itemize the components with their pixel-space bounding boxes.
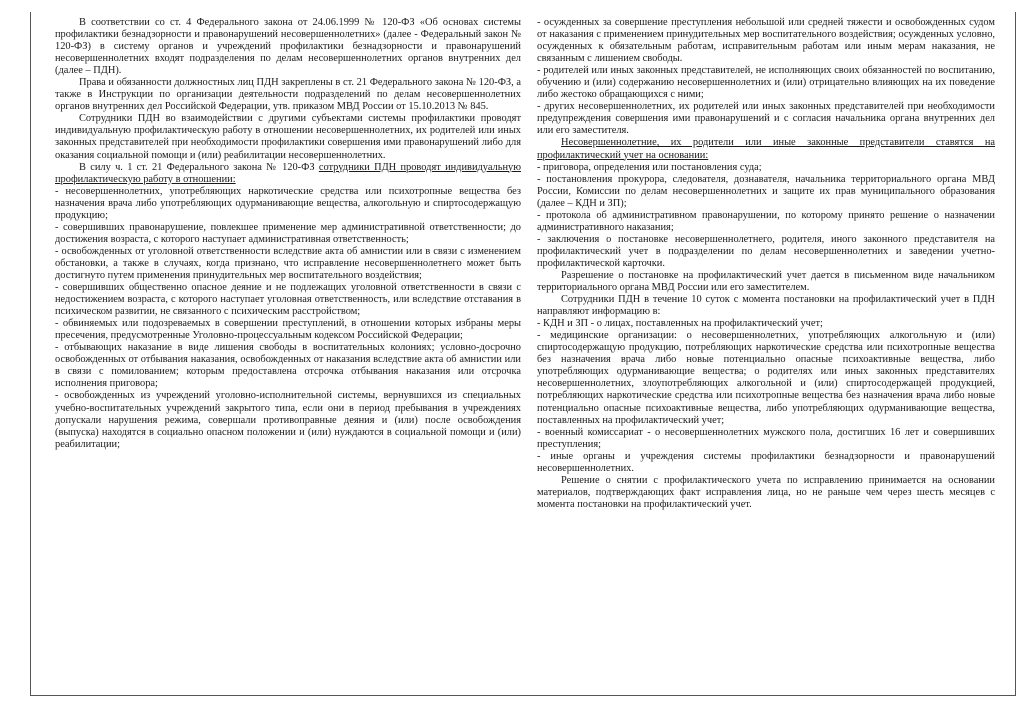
page-frame — [30, 12, 1016, 696]
underlined-heading: Несовершеннолетние, их родители или иные законные представители ставятся на профилактический учет на основании: — [537, 137, 995, 161]
underlined-heading: сотрудники ПДН проводят индивидуальную профилактическую работу в отношении: — [55, 161, 521, 185]
paragraph — [55, 162, 521, 186]
list-item: - постановления прокурора, следователя, дознавателя, начальника территориального органа МВД России, Комиссии по делам несовершеннолетних и защите их прав муниципального образования (далее – КДН и ЗП); — [537, 173, 995, 209]
paragraph: Сотрудники ПДН во взаимодействии с другими субъектами системы профилактики проводят индивидуальную профилактическую работу в отношении несовершеннолетних, их родителей или иных законных представителей при необходимости профилактики совершения ими правонарушений либо для оказания социальной помощи и (или) реабилитации несовершеннолетних. — [55, 113, 521, 161]
list-item: - военный комиссариат - о несовершеннолетних мужского пола, достигших 16 лет и совершивших преступления; — [537, 426, 995, 450]
paragraph: Права и обязанности должностных лиц ПДН закреплены в ст. 21 Федерального закона № 120-ФЗ, а также в Инструкции по организации деятельности подразделений по делам несовершеннолетних органов внутренних дел Российской Федерации, утв. приказом МВД России от 15.10.2013 № 845. — [55, 77, 521, 113]
list-item: - освобожденных от уголовной ответственности вследствие акта об амнистии или в связи с изменением обстановки, а также в случаях, когда признано, что исправление несовершеннолетнего может быть достигнуто путем применения принудительных мер воспитательного воздействия; — [55, 245, 521, 281]
list-item: - медицинские организации: о несовершеннолетних, употребляющих алкогольную и (или) спиртосодержащую продукцию, потребляющих наркотические средства или психотропные вещества без назначения врача либо новые потенциально опасные психоактивные вещества, либо употребляющих одурманивающие вещества; о родителях или иных законных представителях несовершеннолетних, злоупотребляющих алкогольной и (или) спиртосодержащей продукцией, потребляющих наркотические средства или психотропные вещества без назначения врача либо новые потенциально опасные психоактивные вещества, либо употребляющих одурманивающие вещества, поставленных на профилактический учет; — [537, 330, 995, 426]
paragraph: Сотрудники ПДН в течение 10 суток с момента постановки на профилактический учет в ПДН направляют информацию в: — [537, 294, 995, 318]
paragraph — [537, 137, 995, 161]
list-item: - несовершеннолетних, употребляющих наркотические средства или психотропные вещества без назначения врача либо употребляющих одурманивающие вещества, алкогольную и спиртосодержащую продукцию; — [55, 185, 521, 221]
list-item: - осужденных за совершение преступления небольшой или средней тяжести и освобожденных судом от наказания с применением принудительных мер воспитательного воздействия; осужденных условно, осужденных к обязательным работам, исправительным работам или иным мерам наказания, не связанным с лишением свободы. — [537, 17, 995, 65]
list-item: - родителей или иных законных представителей, не исполняющих своих обязанностей по воспитанию, обучению и (или) содержанию несовершеннолетних и (или) отрицательно влияющих на их поведение либо жестоко обращающихся с ними; — [537, 65, 995, 101]
list-item: - обвиняемых или подозреваемых в совершении преступлений, в отношении которых избраны меры пресечения, предусмотренные Уголовно-процессуальным кодексом Российской Федерации; — [55, 318, 521, 342]
right-column — [537, 17, 995, 511]
list-item: - заключения о постановке несовершеннолетнего, родителя, иного законного представителя на профилактический учет в подразделении по делам несовершеннолетних и заведении учетно-профилактической карточки. — [537, 233, 995, 269]
list-item: - отбывающих наказание в виде лишения свободы в воспитательных колониях; условно-досрочно освобожденных от отбывания наказания, освобожденных от наказания вследствие акта об амнистии или в связи с помилованием; которым предоставлена отсрочка отбывания наказания или отсрочка исполнения приговора; — [55, 342, 521, 390]
list-item: - совершивших правонарушение, повлекшее применение мер административной ответственности; до достижения возраста, с которого наступает административная ответственность; — [55, 221, 521, 245]
list-item: - приговора, определения или постановления суда; — [537, 161, 762, 173]
paragraph: В соответствии со ст. 4 Федерального закона от 24.06.1999 № 120-ФЗ «Об основах системы профилактики безнадзорности и правонарушений несовершеннолетних» (далее - Федеральный закон № 120-ФЗ) в систему органов и учреждений профилактики безнадзорности и правонарушений несовершеннолетних входят подразделения по делам несовершеннолетних органов внутренних дел (далее – ПДН). — [55, 17, 521, 77]
list-item: - освобожденных из учреждений уголовно-исполнительной системы, вернувшихся из специальных учебно-воспитательных учреждений закрытого типа, если они в период пребывания в учреждениях допускали нарушения режима, совершали противоправные деяния и (или) после освобождения (выпуска) находятся в социально опасном положении и (или) нуждаются в социальной помощи и (или) реабилитации; — [55, 390, 521, 450]
list-item: - КДН и ЗП - о лицах, поставленных на профилактический учет; — [537, 318, 823, 330]
list-item: - совершивших общественно опасное деяние и не подлежащих уголовной ответственности в связи с недостижением возраста, с которого наступает уголовная ответственность, или вследствие отставания в психическом развитии, не связанного с психическим расстройством; — [55, 282, 521, 318]
list-item: - других несовершеннолетних, их родителей или иных законных представителей при необходимости предупреждения совершения ими правонарушений и с согласия начальника органа внутренних дел или его заместителя. — [537, 101, 995, 137]
paragraph: Разрешение о постановке на профилактический учет дается в письменном виде начальником территориального органа МВД России или его заместителем. — [537, 269, 995, 294]
list-item: - иные органы и учреждения системы профилактики безнадзорности и правонарушений несовершеннолетних. — [537, 450, 995, 474]
list-item: - протокола об административном правонарушении, по которому принято решение о назначении административного наказания; — [537, 209, 995, 233]
paragraph: Решение о снятии с профилактического учета по исправлению принимается на основании материалов, подтверждающих факт исправления лица, но не раньше чем через шесть месяцев с момента постановки на профилактический учет. — [537, 474, 995, 510]
paragraph-lead: В силу ч. 1 ст. 21 Федерального закона № 120-ФЗ — [79, 161, 319, 173]
left-column — [55, 17, 521, 451]
